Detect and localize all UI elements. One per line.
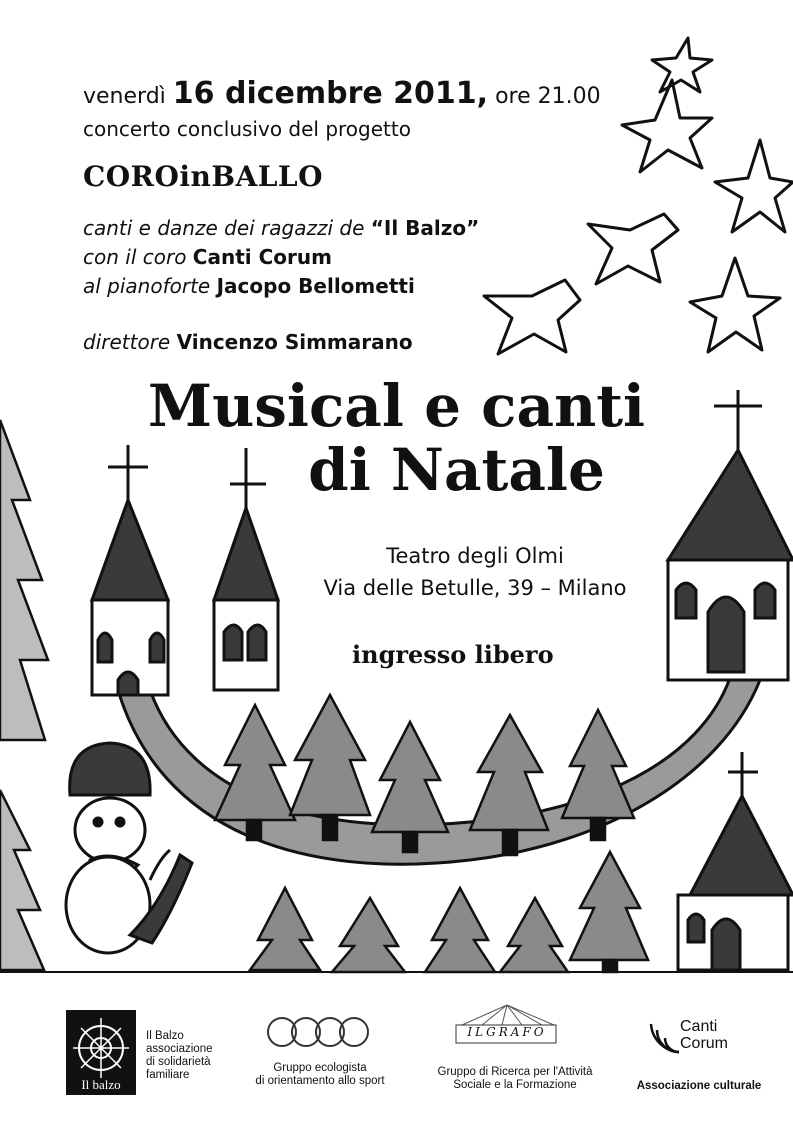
tree-icon xyxy=(500,898,568,972)
star-icon xyxy=(715,140,793,232)
il-balzo-mark: Il balzo xyxy=(81,1077,121,1092)
venue-name: Teatro degli Olmi xyxy=(386,544,564,568)
tree-icon xyxy=(250,888,320,970)
venue-address: Via delle Betulle, 39 – Milano xyxy=(323,576,627,600)
canti-corum-mark: Canti Corum xyxy=(680,1018,729,1052)
tree-icon xyxy=(570,852,648,972)
il-balzo-caption: Il Balzo associazione di solidarietà familiare xyxy=(146,1030,213,1081)
title-line-1: Musical e canti xyxy=(147,372,646,440)
road xyxy=(118,678,760,864)
tree-icon xyxy=(372,722,448,852)
poster-title xyxy=(0,374,793,502)
event-date-main: 16 dicembre 2011, xyxy=(172,76,489,111)
star-icon xyxy=(622,80,712,172)
entry-note: ingresso libero xyxy=(352,640,554,669)
credits-line-3: al pianoforte Jacopo Bellometti xyxy=(83,274,415,298)
star-icon xyxy=(588,214,678,284)
church-icon xyxy=(678,752,793,970)
canti-corum-arcs-icon xyxy=(643,1012,683,1060)
gruppo-ecologista-rings-icon xyxy=(262,1008,382,1056)
il-grafo-mark: ILGRAFO xyxy=(467,1025,547,1039)
project-name: COROinBALLO xyxy=(83,160,323,193)
credits-line-2: con il coro Canti Corum xyxy=(83,245,332,269)
il-grafo-caption: Gruppo di Ricerca per l'Attività Sociale e la Formazione xyxy=(437,1066,593,1091)
tree-icon xyxy=(0,790,44,970)
star-icon xyxy=(652,38,712,92)
event-subtitle: concerto conclusivo del progetto xyxy=(83,117,411,141)
gruppo-ecologista-caption: Gruppo ecologista di orientamento allo sport xyxy=(255,1062,385,1087)
il-balzo-logo xyxy=(66,1010,136,1095)
event-date: venerdì 16 dicembre 2011, ore 21.00 xyxy=(83,76,601,111)
star-icon xyxy=(690,258,780,352)
tree-icon xyxy=(332,898,405,972)
tree-icon xyxy=(215,705,295,840)
credits-line-4: direttore Vincenzo Simmarano xyxy=(83,330,413,354)
title-line-2: di Natale xyxy=(308,436,605,504)
event-time: ore 21.00 xyxy=(495,84,601,109)
tree-icon xyxy=(425,888,495,972)
credits-line-1: canti e danze dei ragazzi de “Il Balzo” xyxy=(83,216,480,240)
canti-corum-caption: Associazione culturale xyxy=(636,1080,762,1092)
venue xyxy=(300,540,650,604)
star-icon xyxy=(484,280,580,354)
